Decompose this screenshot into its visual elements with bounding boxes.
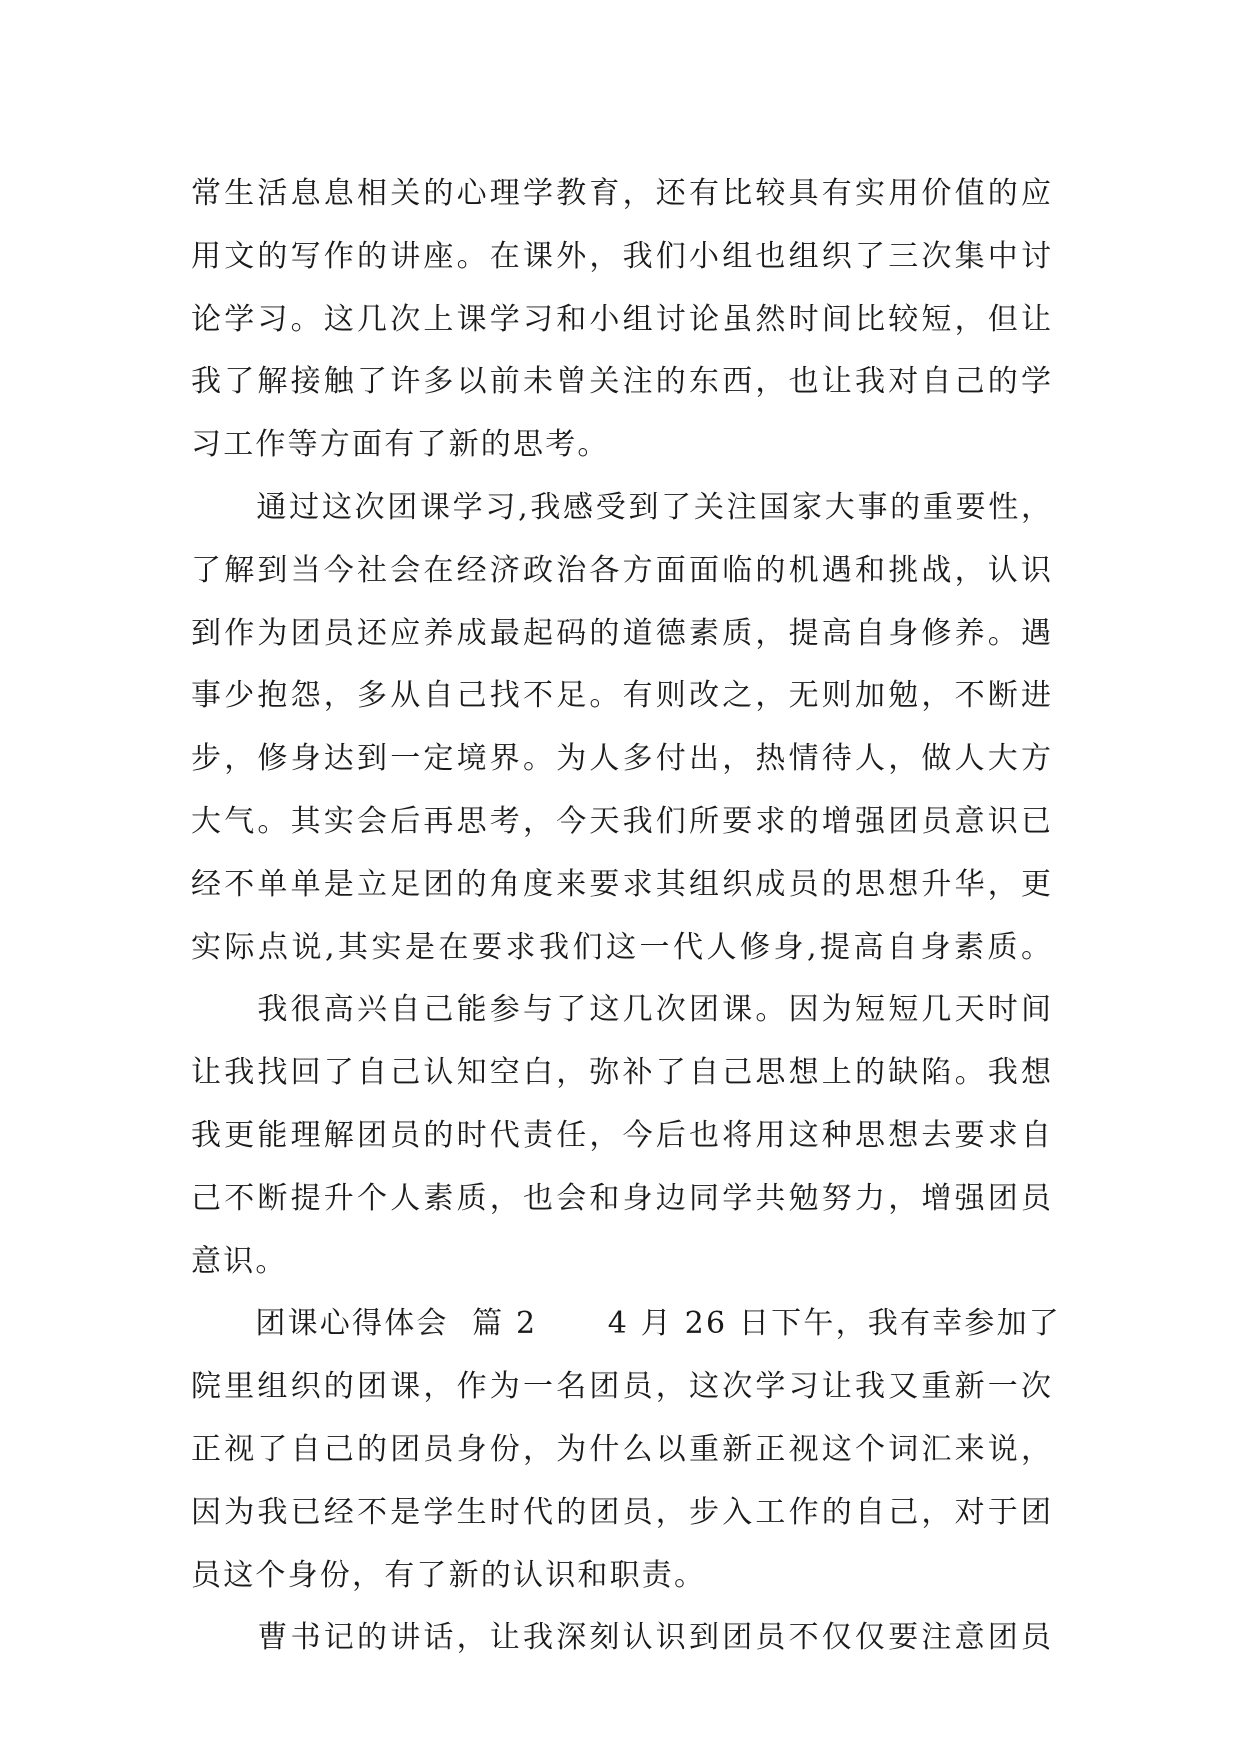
text-line: 我很高兴自己能参与了这几次团课。因为短短几天时间 xyxy=(191,992,1051,1028)
body-text xyxy=(191,163,1061,1670)
text-line: 我更能理解团员的时代责任，今后也将用这种思想去要求自 xyxy=(191,1117,1051,1153)
text-line: 正视了自己的团员身份，为什么以重新正视这个词汇来说， xyxy=(191,1431,1051,1467)
text-line: 员这个身份，有了新的认识和职责。 xyxy=(191,1557,707,1593)
text-line: 通过这次团课学习,我感受到了关注国家大事的重要性， xyxy=(191,489,1051,525)
text-line: 意识。 xyxy=(191,1243,288,1279)
text-line: 曹书记的讲话，让我深刻认识到团员不仅仅要注意团员 xyxy=(191,1620,1051,1656)
text-line: 我了解接触了许多以前未曾关注的东西，也让我对自己的学 xyxy=(191,364,1051,400)
text-line: 院里组织的团课，作为一名团员，这次学习让我又重新一次 xyxy=(191,1369,1051,1405)
text-line: 因为我已经不是学生时代的团员，步入工作的自己，对于团 xyxy=(191,1494,1051,1530)
text-line: 让我找回了自己认知空白，弥补了自己思想上的缺陷。我想 xyxy=(191,1055,1051,1091)
text-line: 团课心得体会 篇 2 4 月 26 日下午，我有幸参加了 xyxy=(191,1306,1061,1342)
text-line: 习工作等方面有了新的思考。 xyxy=(191,427,610,463)
text-line: 大气。其实会后再思考，今天我们所要求的增强团员意识已 xyxy=(191,803,1051,839)
text-line: 经不单单是立足团的角度来要求其组织成员的思想升华，更 xyxy=(191,866,1051,902)
text-line: 己不断提升个人素质，也会和身边同学共勉努力，增强团员 xyxy=(191,1180,1051,1216)
text-line: 实际点说,其实是在要求我们这一代人修身,提高自身素质。 xyxy=(191,929,1051,965)
text-line: 了解到当今社会在经济政治各方面面临的机遇和挑战，认识 xyxy=(191,552,1051,588)
text-line: 到作为团员还应养成最起码的道德素质，提高自身修养。遇 xyxy=(191,615,1051,651)
text-line: 论学习。这几次上课学习和小组讨论虽然时间比较短，但让 xyxy=(191,301,1051,337)
text-line: 步，修身达到一定境界。为人多付出，热情待人，做人大方 xyxy=(191,741,1051,777)
text-line: 用文的写作的讲座。在课外，我们小组也组织了三次集中讨 xyxy=(191,238,1051,274)
text-line: 常生活息息相关的心理学教育，还有比较具有实用价值的应 xyxy=(191,176,1051,211)
text-line: 事少抱怨，多从自己找不足。有则改之，无则加勉，不断进 xyxy=(191,678,1051,714)
